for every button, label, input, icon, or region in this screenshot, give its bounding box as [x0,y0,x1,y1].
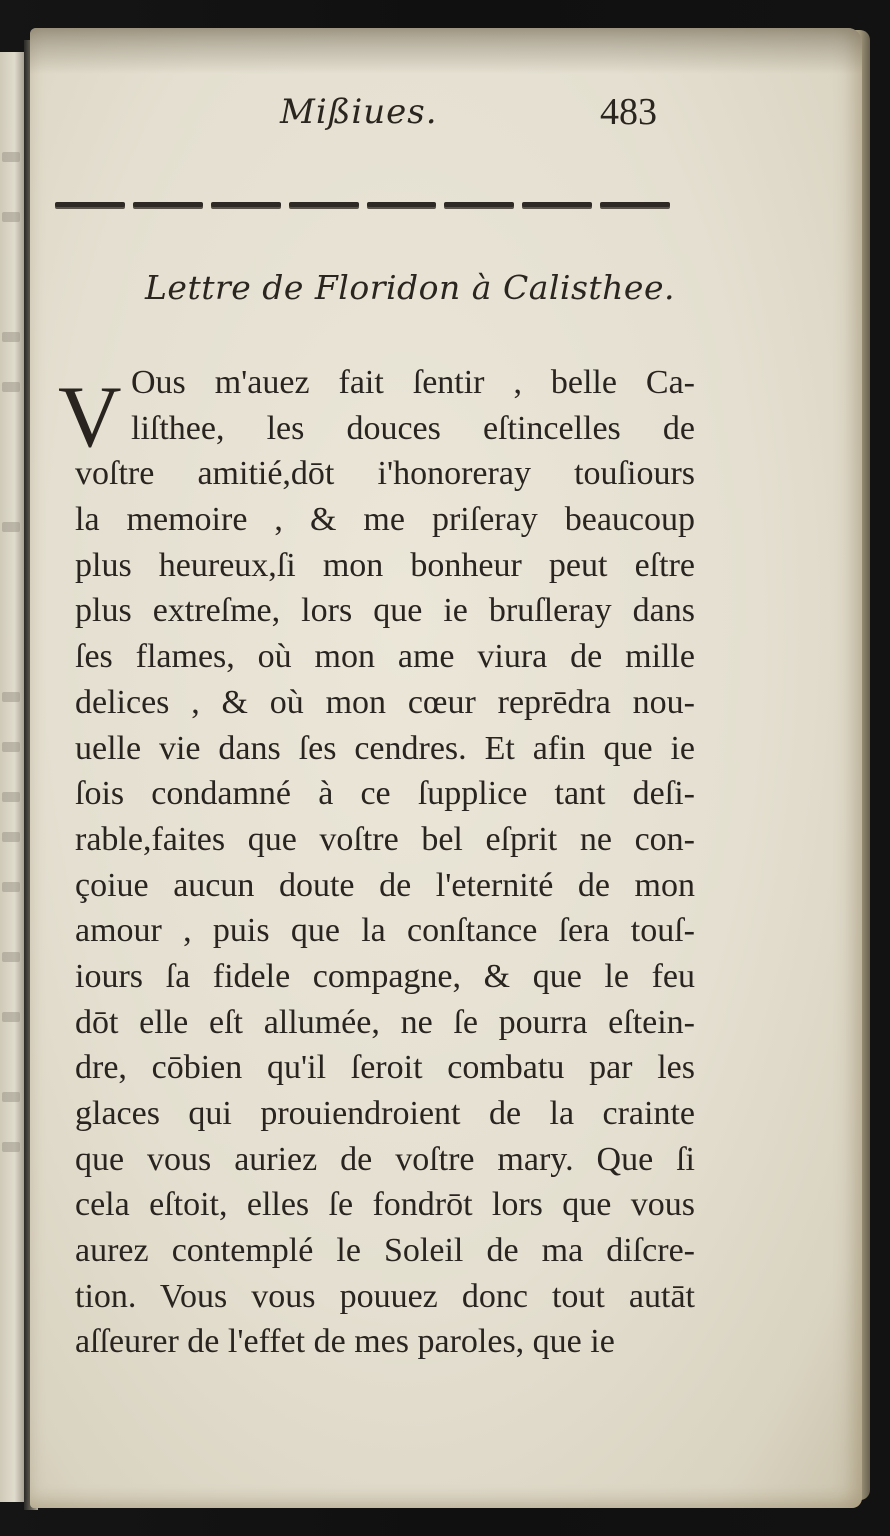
facing-page-edge [0,52,24,1502]
facing-page-fragment [2,212,20,222]
rule-segment [367,202,437,207]
facing-page-fragment [2,522,20,532]
drop-cap: V [58,369,122,466]
rule-segment [133,202,203,207]
text-line: rable,faites que voſtre bel eſprit ne con- [75,820,695,858]
page-stain [30,28,862,74]
text-line: voſtre amitié,dōt i'honoreray touſiours [75,455,695,493]
rule-segment [55,202,125,207]
text-line: dōt elle eſt allumée, ne ſe pourra eſtein- [75,1003,695,1041]
text-line: liſthee, les douces eſtincelles de [131,409,695,447]
ornamental-rule [55,200,670,210]
rule-segment [289,202,359,207]
running-head: Mißiues. [280,92,438,132]
facing-page-fragment [2,832,20,842]
text-line: la memoire , & me priſeray beaucoup [75,501,695,539]
text-line: tion. Vous vous pouuez donc tout autāt [75,1277,695,1315]
facing-page-fragment [2,882,20,892]
text-line: glaces qui prouiendroient de la crainte [75,1095,695,1132]
facing-page-fragment [2,1092,20,1102]
text-line: iours ſa fidele compagne, & que le feu [75,957,695,995]
text-line: Ous m'auez fait ſentir , belle Ca- [131,364,695,401]
text-line: ſes flames, où mon ame viura de mille [75,638,695,676]
rule-segment [444,202,514,207]
text-line: amour , puis que la conſtance ſera touſ- [75,912,695,950]
text-line: aſſeurer de l'effet de mes paroles, que ie [75,1323,615,1361]
text-line: ſois condamné à ce ſupplice tant deſi- [75,775,695,813]
text-line: çoiue aucun doute de l'eternité de mon [75,866,695,904]
text-line: que vous auriez de voſtre mary. Que ſi [75,1140,695,1178]
text-line: dre, cōbien qu'il ſeroit combatu par les [75,1049,695,1087]
facing-page-fragment [2,742,20,752]
text-line: plus extreſme, lors que ie bruſleray dans [75,592,695,630]
facing-page-fragment [2,382,20,392]
text-line: aurez contemplé le Soleil de ma diſcre- [75,1232,695,1270]
page-number: 483 [600,91,657,133]
text-line: cela eſtoit, elles ſe fondrōt lors que vous [75,1186,695,1224]
text-line: delices , & où mon cœur reprēdra nou- [75,683,695,721]
letter-body [75,360,695,1365]
facing-page-fragment [2,792,20,802]
facing-page-fragment [2,1012,20,1022]
facing-page-fragment [2,952,20,962]
letter-title: Lettre de Floridon à Calisthee. [145,268,675,307]
text-line: uelle vie dans ſes cendres. Et afin que ie [75,729,695,767]
rule-segment [522,202,592,207]
rule-segment [211,202,281,207]
rule-segment [600,202,670,207]
facing-page-fragment [2,1142,20,1152]
facing-page-fragment [2,332,20,342]
facing-page-fragment [2,692,20,702]
facing-page-fragment [2,152,20,162]
text-line: plus heureux,ſi mon bonheur peut eſtre [75,546,695,584]
